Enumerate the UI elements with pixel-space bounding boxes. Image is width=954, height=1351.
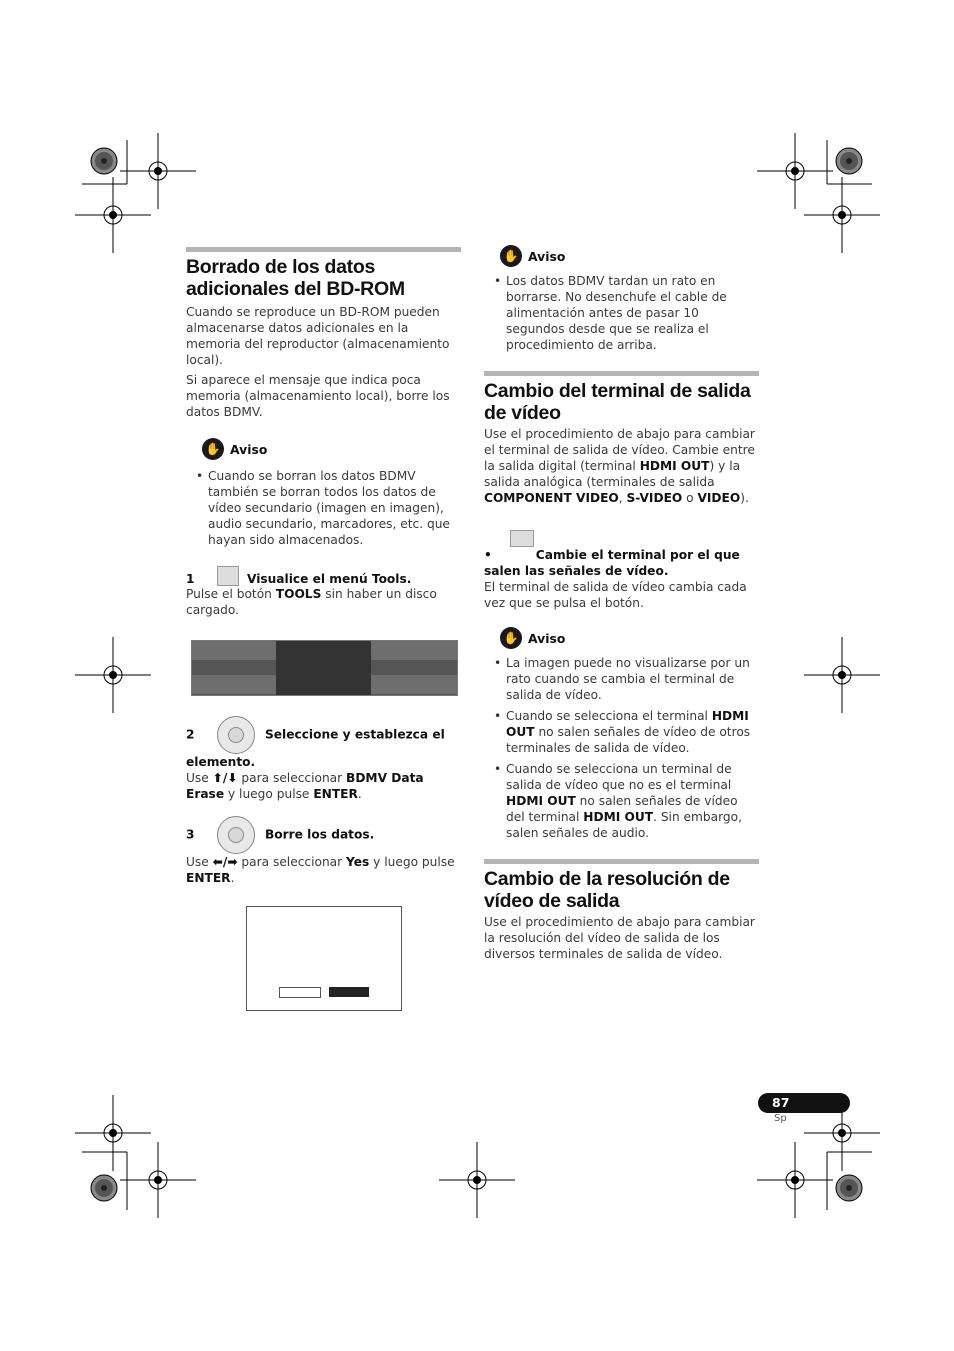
aviso-label: Aviso [528, 248, 566, 264]
aviso-heading [484, 245, 759, 267]
tools-button-icon [217, 566, 239, 586]
page-number-badge: 87 [758, 1093, 850, 1113]
step-title: Seleccione y establezca el elemento. [186, 727, 445, 769]
step-3-text: Use ⬅/➡ para seleccionar Yes y luego pulse ENTER. [186, 855, 455, 885]
step-2-heading [186, 716, 461, 770]
step-title: Visualice el menú Tools. [246, 572, 412, 586]
paragraph: Use el procedimiento de abajo para cambiar la resolución del vídeo de salida de los diversos terminales de salida de vídeo. [484, 915, 755, 961]
aviso-list [484, 655, 759, 841]
button-icon-row [484, 528, 759, 547]
section-title: Cambio del terminal de salida de vídeo [484, 380, 751, 424]
step-number: 2 [186, 727, 195, 742]
list-item: • Cuando se borran los datos BDMV también se borran todos los datos de vídeo secundario (imagen en imagen), audio secundario, marcadores, etc. que hayan sido almacenados. [208, 468, 461, 548]
list-item: • La imagen puede no visualizarse por un rato cuando se cambia el terminal de salida de vídeo. [506, 655, 759, 703]
aviso-heading [484, 627, 759, 649]
section-rule [484, 371, 759, 376]
step-1-text: Pulse el botón TOOLS sin haber un disco cargado. [186, 587, 437, 617]
section-title: Cambio de la resolución de vídeo de salida [484, 868, 730, 912]
list-item: • Cuando se selecciona el terminal HDMI OUT no salen señales de vídeo de otros terminales de salida de vídeo. [506, 708, 759, 756]
language-code: Sp [774, 1113, 787, 1124]
step-1-heading [186, 566, 461, 586]
section-title: Borrado de los datos adicionales del BD-ROM [186, 256, 405, 300]
aviso-list [186, 468, 461, 548]
aviso-heading [186, 438, 461, 460]
paragraph: Si aparece el mensaje que indica poca memoria (almacenamiento local), borre los datos BDMV. [186, 373, 450, 419]
aviso-list [484, 273, 759, 353]
step-title: Cambie el terminal por el que salen las señales de vídeo. [484, 548, 740, 578]
up-down-arrow-icon: ⬆/⬇ [212, 771, 238, 785]
hand-stop-icon: ✋ [500, 627, 522, 649]
hand-stop-icon: ✋ [202, 438, 224, 460]
left-column [186, 247, 461, 1011]
step-title: Borre los datos. [264, 827, 375, 842]
aviso-label: Aviso [230, 441, 268, 457]
left-right-arrow-icon: ⬅/➡ [212, 855, 238, 869]
bullet-step-heading: • Cambie el terminal por el que salen las señales de vídeo. [484, 548, 740, 578]
step-number: 3 [186, 827, 195, 842]
erase-confirm-screen [246, 906, 402, 1011]
right-column [484, 245, 759, 962]
list-item: • Los datos BDMV tardan un rato en borrarse. No desenchufe el cable de alimentación antes de pasar 10 segundos desde que se realiza el procedimiento de arriba. [506, 273, 759, 353]
direction-pad-icon [217, 816, 255, 854]
direction-pad-icon [217, 716, 255, 754]
aviso-label: Aviso [528, 630, 566, 646]
step-2-text: Use ⬆/⬇ para seleccionar BDMV Data Erase y luego pulse ENTER. [186, 771, 424, 801]
step-number: 1 [186, 572, 195, 586]
paragraph: Use el procedimiento de abajo para cambiar el terminal de salida de vídeo. Cambie entre la salida digital (terminal HDMI OUT) y la salida analógica (terminales de salida COMPONENT VIDEO, S-VIDEO o VIDEO). [484, 427, 755, 505]
list-item: • Cuando se selecciona un terminal de salida de vídeo que no es el terminal HDMI OUT no salen señales de vídeo del terminal HDMI OUT. Sin embargo, salen señales de audio. [506, 761, 759, 841]
paragraph: Cuando se reproduce un BD-ROM pueden almacenarse datos adicionales en la memoria del reproductor (almacenamiento local). [186, 305, 450, 367]
yes-option-box [329, 987, 369, 997]
step-3-heading [186, 816, 461, 854]
tools-menu-screen [191, 640, 458, 696]
hand-stop-icon: ✋ [500, 245, 522, 267]
paragraph: El terminal de salida de vídeo cambia cada vez que se pulsa el botón. [484, 580, 747, 610]
section-rule [484, 859, 759, 864]
section-rule [186, 247, 461, 252]
video-select-button-icon [510, 530, 534, 547]
no-option-box [279, 987, 321, 998]
